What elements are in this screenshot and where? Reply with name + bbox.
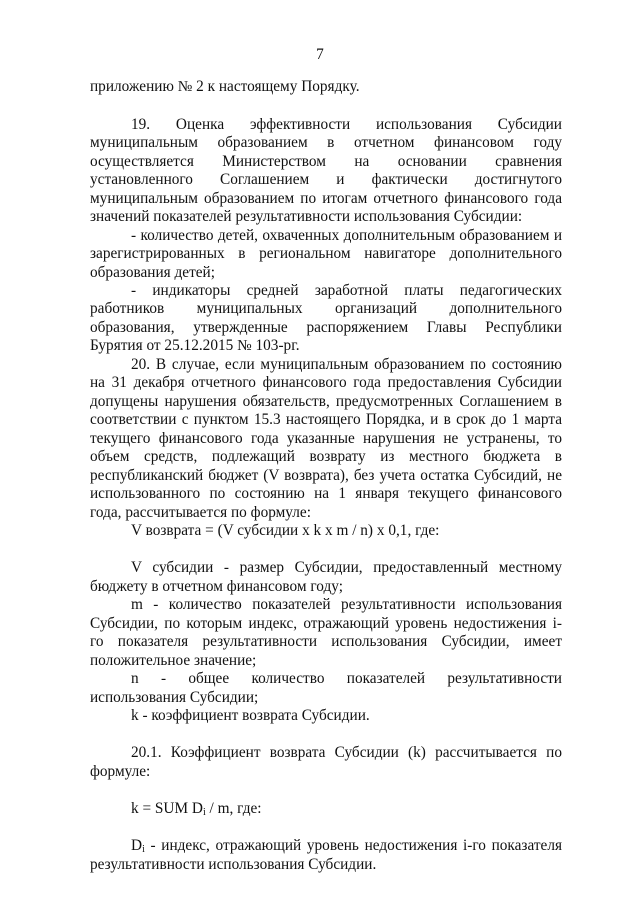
text-line: Бурятия от 25.12.2015 № 103-рг.	[90, 337, 300, 354]
text-line: результативности использования Субсидии.	[90, 856, 377, 873]
text-line: приложению № 2 к настоящему Порядку.	[90, 78, 360, 95]
formula-k-main: k = SUM D	[131, 800, 203, 817]
formula-k-tail: / m, где:	[205, 800, 262, 817]
text-line: бюджету в отчетном финансовом году;	[90, 578, 343, 595]
text-line: 20.1. Коэффициент возврата Субсидии (k) рассчитывается по	[131, 744, 562, 761]
text-line: допущены нарушения обязательств, предусмотренных Соглашением в	[90, 393, 562, 410]
formula-k	[131, 800, 562, 819]
text-line: использованного по состоянию на 1 января текущего финансового	[90, 485, 562, 502]
text-line: текущего финансового года указанные нарушения не устранены, то	[90, 430, 562, 447]
text-line: соответствии с пунктом 15.3 настоящего Порядка, и в срок до 1 марта	[90, 411, 562, 428]
text-line: V субсидии - размер Субсидии, предоставленный местному	[131, 559, 562, 576]
text-line: зарегистрированных в региональном навигаторе дополнительного	[90, 245, 562, 262]
text-line: образования, утвержденные распоряжением Главы Республики	[90, 319, 562, 336]
text-line: муниципальным образованием в отчетном финансовом году	[90, 134, 562, 151]
text-line: m - количество показателей результативности использования	[131, 596, 562, 613]
text-line: использования Субсидии;	[90, 689, 259, 706]
text-line: работников муниципальных организаций дополнительного	[90, 300, 562, 317]
text-line: n - общее количество показателей результативности	[131, 670, 562, 687]
text-line: муниципальным образованием по итогам отчетного финансового года	[90, 190, 562, 207]
formula-k-subscript: i	[202, 807, 206, 818]
text-line: образования детей;	[90, 264, 215, 281]
text-line: - количество детей, охваченных дополнительным образованием и	[131, 227, 562, 244]
text-line: значений показателей результативности использования Субсидии:	[90, 208, 523, 225]
text-line: го показателя результативности использования Субсидии, имеет	[90, 633, 562, 650]
index-subscript: i	[142, 844, 145, 855]
text-line: Субсидии, по которым индекс, отражающий уровень недостижения i-	[90, 615, 562, 632]
text-line: республиканский бюджет (V возврата), без учета остатка Субсидий, не	[90, 467, 562, 484]
text-line: положительное значение;	[90, 652, 257, 669]
text-line: на 31 декабря отчетного финансового года предоставления Субсидии	[90, 374, 562, 391]
text-line: осуществляется Министерством на основании сравнения	[90, 153, 562, 170]
text-line: установленного Соглашением и фактически достигнутого	[90, 171, 562, 188]
formula-v-return: V возврата = (V субсидии x k x m / n) x 0,1, где:	[131, 522, 440, 539]
text-line: формуле:	[90, 763, 151, 780]
text-line: года, рассчитывается по формуле:	[90, 504, 311, 521]
index-definition-text: - индекс, отражающий уровень недостижения i-го показателя	[144, 837, 562, 854]
index-definition	[131, 837, 562, 856]
text-line: - индикаторы средней заработной платы педагогических	[131, 282, 562, 299]
text-line: k - коэффициент возврата Субсидии.	[131, 707, 370, 724]
page-number: 7	[316, 46, 324, 63]
text-line: объем средств, подлежащий возврату из местного бюджета в	[90, 448, 562, 465]
text-line: 20. В случае, если муниципальным образованием по состоянию	[131, 356, 562, 373]
index-symbol: D	[131, 837, 143, 854]
text-line: 19. Оценка эффективности использования Субсидии	[131, 116, 562, 133]
